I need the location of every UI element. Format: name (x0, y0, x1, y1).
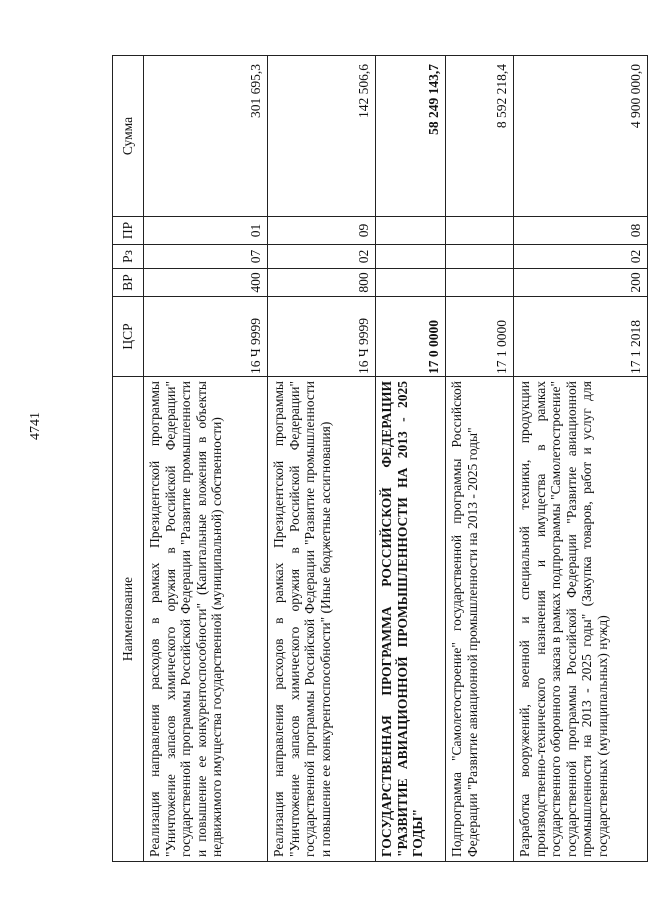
table-row (144, 56, 268, 862)
row-pr: 01 (144, 217, 268, 245)
header-csr: ЦСР (113, 297, 144, 377)
table-header-row (113, 56, 144, 862)
row-csr: 17 1 2018 (514, 297, 648, 377)
row-name: Реализация направления расходов в рамках Президентской программы "Уничтожение запасов химического оружия в Российской Федерации" государственной программы Российской Федерации "Развитие промышленности и повышение ее конкурентоспособности" (Капитальные вложения в объекты недвижимого имущества государственной (муниципальной) собственности) (144, 377, 268, 862)
row-csr: 16 Ч 9999 (144, 297, 268, 377)
header-sum: Сумма (113, 56, 144, 217)
row-sum: 4 900 000,0 (514, 56, 648, 217)
row-csr: 16 Ч 9999 (268, 297, 376, 377)
header-vr: ВР (113, 269, 144, 297)
row-vr: 200 (514, 269, 648, 297)
table-row (268, 56, 376, 862)
row-pr (376, 217, 446, 245)
header-name: Наименование (113, 377, 144, 862)
budget-table-sheet (112, 56, 643, 862)
header-rz: Рз (113, 245, 144, 269)
table-row (514, 56, 648, 862)
table-row (376, 56, 446, 862)
row-pr: 08 (514, 217, 648, 245)
header-pr: ПР (113, 217, 144, 245)
table-row (446, 56, 514, 862)
row-rz: 02 (514, 245, 648, 269)
row-vr (446, 269, 514, 297)
row-rz (376, 245, 446, 269)
row-name: Разработка вооружений, военной и специальной техники, продукции производственно-технического назначения и имущества в рамках государственного оборонного заказа в рамках подпрограммы "Самолетостроение" государственной программы Российской Федерации "Развитие авиационной промышленности на 2013 - 2025 годы" (Закупка товаров, работ и услуг для государственных (муниципальных) нужд) (514, 377, 648, 862)
row-name: ГОСУДАРСТВЕННАЯ ПРОГРАММА РОССИЙСКОЙ ФЕДЕРАЦИИ "РАЗВИТИЕ АВИАЦИОННОЙ ПРОМЫШЛЕННОСТИ НА 2013 - 2025 ГОДЫ" (376, 377, 446, 862)
row-sum: 58 249 143,7 (376, 56, 446, 217)
page-number: 4741 (28, 412, 43, 440)
row-pr: 09 (268, 217, 376, 245)
row-sum: 142 506,6 (268, 56, 376, 217)
row-name: Подпрограмма "Самолетостроение" государственной программы Российской Федерации "Развитие авиационной промышленности на 2013 - 2025 годы" (446, 377, 514, 862)
row-csr: 17 1 0000 (446, 297, 514, 377)
row-sum: 8 592 218,4 (446, 56, 514, 217)
row-vr: 800 (268, 269, 376, 297)
row-vr (376, 269, 446, 297)
row-name: Реализация направления расходов в рамках Президентской программы "Уничтожение запасов химического оружия в Российской Федерации" государственной программы Российской Федерации "Развитие промышленности и повышение ее конкурентоспособности" (Иные бюджетные ассигнования) (268, 377, 376, 862)
row-rz: 02 (268, 245, 376, 269)
budget-table (112, 55, 648, 862)
row-rz: 07 (144, 245, 268, 269)
row-pr (446, 217, 514, 245)
row-rz (446, 245, 514, 269)
row-sum: 301 695,3 (144, 56, 268, 217)
row-csr: 17 0 0000 (376, 297, 446, 377)
row-vr: 400 (144, 269, 268, 297)
